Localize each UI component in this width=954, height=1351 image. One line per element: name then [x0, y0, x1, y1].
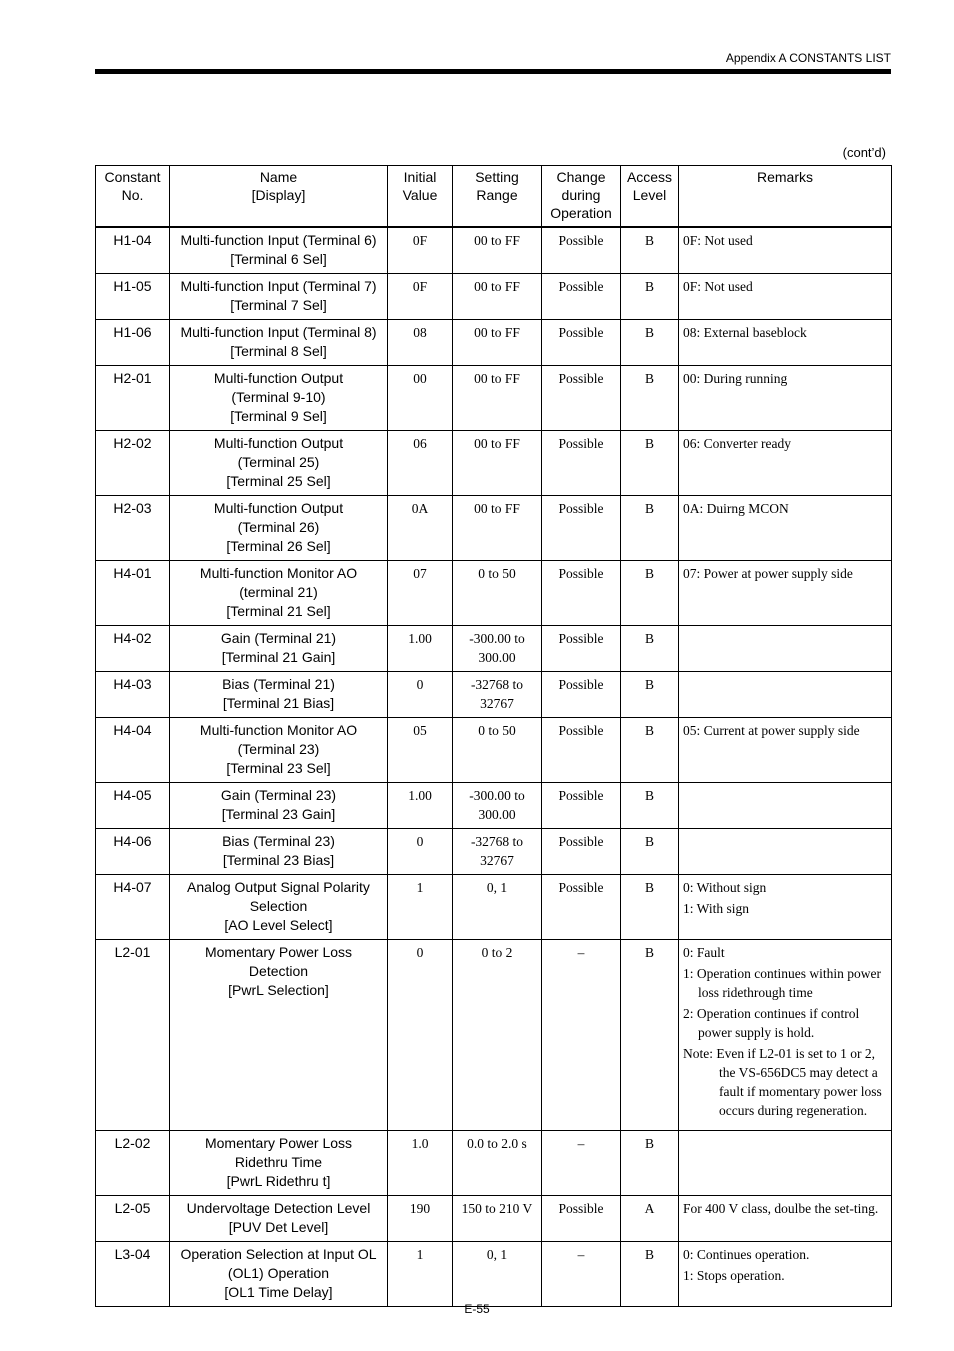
initial-value-cell: 06: [388, 431, 453, 496]
remarks-cell: [679, 875, 892, 940]
name-line: [Terminal 21 Bias]: [222, 695, 335, 711]
constant-no-cell: H1-05: [96, 274, 170, 320]
setting-range-line: 32767: [480, 696, 514, 711]
name-cell: [170, 320, 388, 366]
remarks-line: For 400 V class, doulbe the set-ting.: [683, 1201, 879, 1216]
initial-value-cell: 0F: [388, 274, 453, 320]
setting-range-line: 0 to 50: [478, 566, 516, 581]
remarks-cell: [679, 940, 892, 1131]
header-rule: [95, 69, 891, 74]
header-line: during: [561, 187, 601, 203]
initial-value-cell: 0: [388, 829, 453, 875]
remarks-note: Note: Even if L2-01 is set to 1 or 2, the VS-656DC5 may detect a fault if momentary power loss occurs during regeneration.: [683, 1046, 882, 1118]
name-line: Multi-function Output: [213, 370, 344, 386]
access-level-cell: B: [621, 227, 679, 274]
remarks-line: 0F: Not used: [683, 279, 753, 294]
access-level-cell: B: [621, 496, 679, 561]
setting-range-cell: [453, 718, 542, 783]
initial-value-cell: 1.00: [388, 626, 453, 672]
change-during-operation-cell: Possible: [542, 274, 621, 320]
table-row: [96, 1196, 892, 1242]
initial-value-cell: 0: [388, 672, 453, 718]
remarks-line: 1: Stops operation.: [683, 1268, 785, 1283]
header-line: Remarks: [756, 169, 813, 185]
change-during-operation-cell: Possible: [542, 783, 621, 829]
access-level-cell: B: [621, 274, 679, 320]
name-line: [PUV Det Level]: [228, 1219, 329, 1235]
access-level-cell: B: [621, 672, 679, 718]
remarks-cell: [679, 561, 892, 626]
remarks-cell: [679, 626, 892, 672]
name-line: Multi-function Monitor AO: [199, 565, 358, 581]
header-setting-range: [453, 166, 542, 228]
setting-range-cell: [453, 274, 542, 320]
access-level-cell: B: [621, 783, 679, 829]
initial-value-cell: 0: [388, 940, 453, 1131]
name-cell: [170, 561, 388, 626]
remarks-cell: [679, 672, 892, 718]
access-level-cell: B: [621, 626, 679, 672]
setting-range-cell: [453, 320, 542, 366]
remarks-cell: [679, 1131, 892, 1196]
table-row: [96, 274, 892, 320]
remarks-cell: [679, 431, 892, 496]
name-line: [PwrL Ridethru t]: [226, 1173, 331, 1189]
constant-no-cell: H4-04: [96, 718, 170, 783]
name-line: [Terminal 9 Sel]: [230, 408, 327, 424]
setting-range-line: 0 to 2: [481, 945, 513, 960]
setting-range-cell: [453, 227, 542, 274]
constant-no-cell: H2-01: [96, 366, 170, 431]
remarks-line: 1: Operation continues within power loss ridethrough time: [683, 966, 881, 1000]
setting-range-line: 00 to FF: [474, 325, 520, 340]
setting-range-line: -32768 to: [470, 677, 524, 692]
constant-no-cell: H4-05: [96, 783, 170, 829]
remarks-line: 06: Converter ready: [683, 436, 791, 451]
name-cell: [170, 672, 388, 718]
initial-value-cell: 1: [388, 1242, 453, 1307]
header-line: [Display]: [251, 187, 306, 203]
initial-value-cell: 1: [388, 875, 453, 940]
remarks-line: 05: Current at power supply side: [683, 723, 860, 738]
initial-value-cell: 1.00: [388, 783, 453, 829]
name-line: Momentary Power Loss: [204, 944, 353, 960]
setting-range-line: 0, 1: [486, 1247, 508, 1262]
remarks-line: 2: Operation continues if control power supply is hold.: [683, 1006, 860, 1040]
table-row: [96, 875, 892, 940]
remarks-line: 0: Without sign: [683, 880, 767, 895]
access-level-cell: B: [621, 1242, 679, 1307]
name-cell: [170, 227, 388, 274]
setting-range-cell: [453, 496, 542, 561]
name-line: Multi-function Output: [213, 500, 344, 516]
setting-range-cell: [453, 783, 542, 829]
initial-value-cell: 05: [388, 718, 453, 783]
name-line: (Terminal 26): [237, 519, 320, 535]
setting-range-cell: [453, 829, 542, 875]
name-cell: [170, 274, 388, 320]
setting-range-cell: [453, 1131, 542, 1196]
table-row: [96, 431, 892, 496]
name-line: [Terminal 7 Sel]: [230, 297, 327, 313]
name-cell: [170, 829, 388, 875]
name-line: Multi-function Input (Terminal 8): [180, 324, 377, 340]
name-line: [Terminal 25 Sel]: [226, 473, 331, 489]
change-during-operation-cell: Possible: [542, 718, 621, 783]
access-level-cell: A: [621, 1196, 679, 1242]
setting-range-line: 00 to FF: [474, 371, 520, 386]
constant-no-cell: H4-03: [96, 672, 170, 718]
table-body: [96, 227, 892, 1307]
name-cell: [170, 718, 388, 783]
name-cell: [170, 626, 388, 672]
header-line: Operation: [550, 205, 612, 221]
access-level-cell: B: [621, 875, 679, 940]
initial-value-cell: 190: [388, 1196, 453, 1242]
header-line: Value: [402, 187, 438, 203]
header-line: Access: [626, 169, 673, 185]
name-line: Detection: [248, 963, 309, 979]
setting-range-line: -32768 to: [470, 834, 524, 849]
constant-no-cell: H4-01: [96, 561, 170, 626]
table-row: [96, 672, 892, 718]
constant-no-cell: H2-03: [96, 496, 170, 561]
setting-range-cell: [453, 366, 542, 431]
initial-value-cell: 0F: [388, 227, 453, 274]
header-line: Setting: [475, 169, 519, 185]
remarks-line: 00: During running: [683, 371, 788, 386]
access-level-cell: B: [621, 718, 679, 783]
setting-range-cell: [453, 940, 542, 1131]
name-line: [Terminal 21 Sel]: [226, 603, 331, 619]
remarks-line: 0A: Duirng MCON: [683, 501, 789, 516]
name-line: Multi-function Monitor AO: [199, 722, 358, 738]
setting-range-cell: [453, 626, 542, 672]
change-during-operation-cell: Possible: [542, 672, 621, 718]
table-header: [96, 166, 892, 228]
setting-range-line: 0.0 to 2.0 s: [467, 1136, 527, 1151]
name-line: [Terminal 26 Sel]: [226, 538, 331, 554]
change-during-operation-cell: Possible: [542, 1196, 621, 1242]
remarks-cell: [679, 1196, 892, 1242]
initial-value-cell: 00: [388, 366, 453, 431]
table-row: [96, 829, 892, 875]
table-row: [96, 227, 892, 274]
name-line: Multi-function Input (Terminal 6): [180, 232, 377, 248]
name-line: [PwrL Selection]: [228, 982, 329, 998]
name-line: Bias (Terminal 21): [222, 676, 335, 692]
initial-value-cell: 08: [388, 320, 453, 366]
setting-range-cell: [453, 1242, 542, 1307]
name-line: Gain (Terminal 21): [220, 630, 337, 646]
table-row: [96, 1131, 892, 1196]
change-during-operation-cell: Possible: [542, 320, 621, 366]
constant-no-cell: H4-06: [96, 829, 170, 875]
header-line: Initial: [403, 169, 437, 185]
change-during-operation-cell: Possible: [542, 829, 621, 875]
name-cell: [170, 496, 388, 561]
setting-range-cell: [453, 431, 542, 496]
name-line: (terminal 21): [239, 584, 318, 600]
name-line: Ridethru Time: [234, 1154, 323, 1170]
constant-no-cell: H2-02: [96, 431, 170, 496]
remarks-cell: [679, 783, 892, 829]
name-cell: [170, 940, 388, 1131]
initial-value-cell: 07: [388, 561, 453, 626]
table-row: [96, 1242, 892, 1307]
change-during-operation-cell: –: [542, 1131, 621, 1196]
name-cell: [170, 1131, 388, 1196]
remarks-line: 07: Power at power supply side: [683, 566, 853, 581]
constant-no-cell: H4-02: [96, 626, 170, 672]
header-remarks: [679, 166, 892, 228]
constant-no-cell: L2-01: [96, 940, 170, 1131]
name-line: Momentary Power Loss: [204, 1135, 353, 1151]
change-during-operation-cell: Possible: [542, 561, 621, 626]
header-line: No.: [121, 187, 144, 203]
setting-range-line: 300.00: [478, 807, 516, 822]
header-access-level: [621, 166, 679, 228]
access-level-cell: B: [621, 320, 679, 366]
name-line: (OL1) Operation: [227, 1265, 330, 1281]
name-line: [Terminal 23 Gain]: [221, 806, 336, 822]
name-line: [OL1 Time Delay]: [224, 1284, 333, 1300]
name-line: [Terminal 23 Bias]: [222, 852, 335, 868]
remarks-cell: [679, 829, 892, 875]
header-line: Name: [259, 169, 298, 185]
remarks-line: 0F: Not used: [683, 233, 753, 248]
constant-no-cell: L2-05: [96, 1196, 170, 1242]
header-initial-value: [388, 166, 453, 228]
remarks-line: 0: Fault: [683, 945, 725, 960]
header-line: Range: [476, 187, 518, 203]
table-row: [96, 626, 892, 672]
access-level-cell: B: [621, 431, 679, 496]
name-line: [Terminal 6 Sel]: [230, 251, 327, 267]
name-line: Gain (Terminal 23): [220, 787, 337, 803]
name-line: [Terminal 8 Sel]: [230, 343, 327, 359]
header-line: Change: [556, 169, 606, 185]
constant-no-cell: L3-04: [96, 1242, 170, 1307]
remarks-cell: [679, 320, 892, 366]
remarks-cell: [679, 227, 892, 274]
remarks-cell: [679, 496, 892, 561]
remarks-line: 1: With sign: [683, 901, 749, 916]
access-level-cell: B: [621, 366, 679, 431]
header-line: Constant: [104, 169, 161, 185]
setting-range-line: -300.00 to: [469, 788, 525, 803]
name-cell: [170, 1196, 388, 1242]
table-row: [96, 783, 892, 829]
remarks-cell: [679, 1242, 892, 1307]
table-row: [96, 940, 892, 1131]
name-line: (Terminal 9-10): [231, 389, 326, 405]
header-constant-no: [96, 166, 170, 228]
constant-no-cell: H1-04: [96, 227, 170, 274]
name-line: (Terminal 25): [237, 454, 320, 470]
table-row: [96, 496, 892, 561]
header-name: [170, 166, 388, 228]
change-during-operation-cell: Possible: [542, 227, 621, 274]
change-during-operation-cell: Possible: [542, 626, 621, 672]
setting-range-line: 300.00: [478, 650, 516, 665]
constants-table: [95, 165, 892, 1307]
table-row: [96, 561, 892, 626]
initial-value-cell: 1.0: [388, 1131, 453, 1196]
page-number: E-55: [464, 1302, 490, 1316]
remarks-cell: [679, 274, 892, 320]
name-line: Operation Selection at Input OL: [180, 1246, 377, 1262]
setting-range-cell: [453, 875, 542, 940]
setting-range-cell: [453, 1196, 542, 1242]
setting-range-cell: [453, 561, 542, 626]
change-during-operation-cell: Possible: [542, 431, 621, 496]
remarks-line: 0: Continues operation.: [683, 1247, 810, 1262]
name-line: Bias (Terminal 23): [222, 833, 335, 849]
name-cell: [170, 366, 388, 431]
change-during-operation-cell: Possible: [542, 366, 621, 431]
setting-range-line: 00 to FF: [474, 233, 520, 248]
change-during-operation-cell: –: [542, 1242, 621, 1307]
access-level-cell: B: [621, 940, 679, 1131]
name-line: Selection: [249, 898, 308, 914]
access-level-cell: B: [621, 561, 679, 626]
setting-range-line: 00 to FF: [474, 436, 520, 451]
access-level-cell: B: [621, 829, 679, 875]
setting-range-line: 0 to 50: [478, 723, 516, 738]
name-line: Multi-function Output: [213, 435, 344, 451]
setting-range-line: -300.00 to: [469, 631, 525, 646]
name-line: Undervoltage Detection Level: [186, 1200, 371, 1216]
access-level-cell: B: [621, 1131, 679, 1196]
table-row: [96, 366, 892, 431]
name-line: [Terminal 23 Sel]: [226, 760, 331, 776]
constant-no-cell: H1-06: [96, 320, 170, 366]
page-header-title: Appendix A CONSTANTS LIST: [725, 51, 891, 65]
name-line: (Terminal 23): [237, 741, 320, 757]
table-row: [96, 718, 892, 783]
name-line: [Terminal 21 Gain]: [221, 649, 336, 665]
setting-range-line: 32767: [480, 853, 514, 868]
name-cell: [170, 431, 388, 496]
change-during-operation-cell: Possible: [542, 496, 621, 561]
change-during-operation-cell: –: [542, 940, 621, 1131]
change-during-operation-cell: Possible: [542, 875, 621, 940]
setting-range-line: 00 to FF: [474, 501, 520, 516]
constant-no-cell: L2-02: [96, 1131, 170, 1196]
name-line: Analog Output Signal Polarity: [187, 879, 370, 895]
name-line: Multi-function Input (Terminal 7): [180, 278, 377, 294]
name-cell: [170, 783, 388, 829]
name-line: [AO Level Select]: [224, 917, 333, 933]
setting-range-cell: [453, 672, 542, 718]
header-line: Level: [632, 187, 667, 203]
setting-range-line: 150 to 210 V: [461, 1201, 533, 1216]
remarks-line: 08: External baseblock: [683, 325, 807, 340]
remarks-cell: [679, 366, 892, 431]
name-cell: [170, 1242, 388, 1307]
setting-range-line: 00 to FF: [474, 279, 520, 294]
header-change-during-operation: [542, 166, 621, 228]
remarks-cell: [679, 718, 892, 783]
table-row: [96, 320, 892, 366]
continued-label: (cont’d): [842, 145, 886, 160]
name-cell: [170, 875, 388, 940]
initial-value-cell: 0A: [388, 496, 453, 561]
constant-no-cell: H4-07: [96, 875, 170, 940]
setting-range-line: 0, 1: [486, 880, 508, 895]
